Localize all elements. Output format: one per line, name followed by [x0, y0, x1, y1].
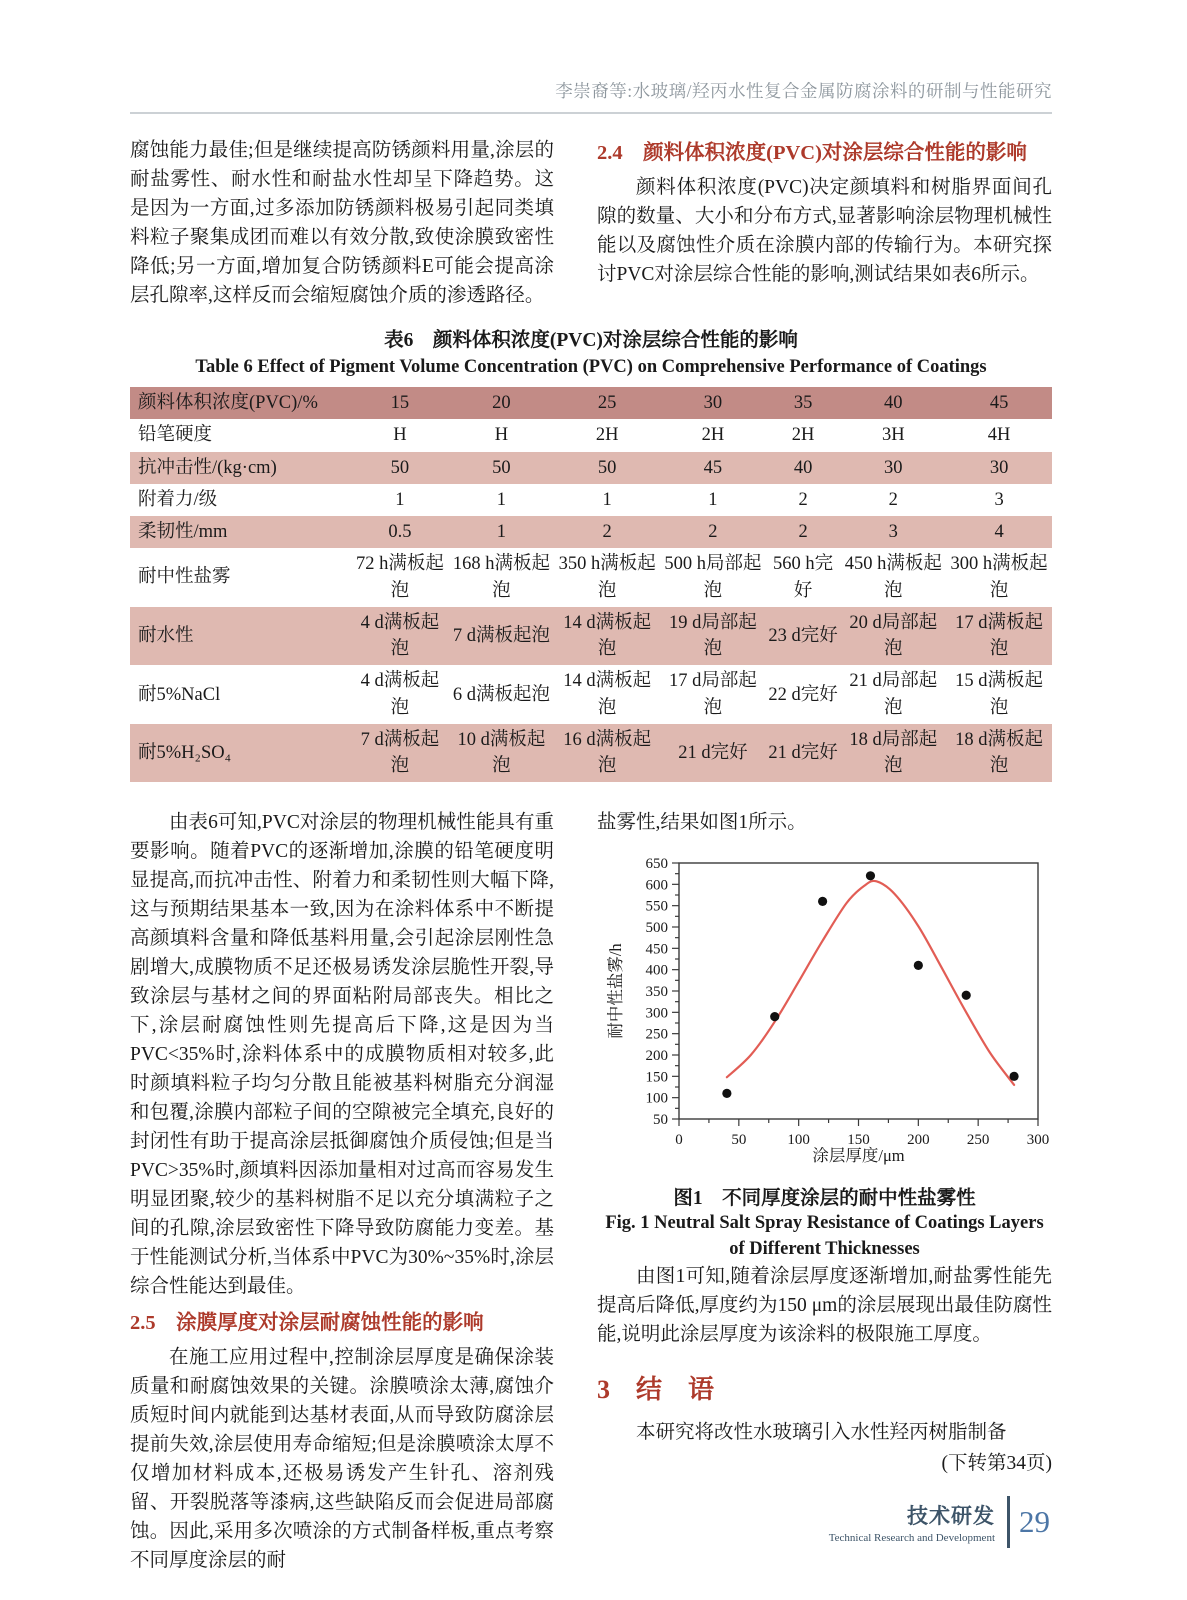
data-cell: 14 d满板起泡 [563, 612, 652, 660]
svg-text:600: 600 [645, 877, 668, 894]
data-cell: 1 [602, 489, 612, 510]
data-cell: 45 [703, 457, 723, 478]
svg-text:50: 50 [731, 1132, 747, 1149]
table-row [130, 419, 1052, 451]
data-cell: 500 h局部起泡 [664, 554, 762, 601]
data-cell: 1 [395, 489, 405, 510]
data-cell: 350 h满板起泡 [558, 554, 656, 601]
svg-text:200: 200 [907, 1132, 930, 1149]
svg-text:250: 250 [966, 1132, 990, 1149]
data-cell: 2 [798, 489, 808, 510]
data-cell: 16 d满板起泡 [563, 729, 652, 777]
row-label-cell: 耐中性盐雾 [138, 567, 231, 588]
data-cell: 50 [597, 457, 617, 478]
row-label-cell: 铅笔硬度 [138, 425, 213, 446]
pvc-performance-table [130, 387, 1052, 782]
data-cell: 22 d完好 [768, 684, 838, 705]
data-cell: 50 [492, 457, 511, 478]
data-cell: 1 [708, 489, 718, 510]
row-label-cell: 耐5%H₂SO₄ [138, 743, 232, 764]
data-cell: 17 d满板起泡 [955, 612, 1044, 660]
data-cell: 15 d满板起泡 [955, 671, 1044, 718]
paragraph-pvc-intro: 颜料体积浓度(PVC)决定颜填料和树脂界面间孔隙的数量、大小和分布方式,显著影响涂层物理机械性能以及腐蚀性介质在涂膜内部的传输行为。本研究探讨PVC对涂层综合性能的影响,测试结果如表6所示。 [597, 177, 1052, 285]
page-footer [829, 1496, 1050, 1548]
svg-text:300: 300 [645, 1005, 668, 1022]
table-row [130, 452, 1052, 484]
paragraph-table-discussion: 由表6可知,PVC对涂层的物理机械性能具有重要影响。随着PVC的逐渐增加,涂膜的铅笔硬度明显提高,而抗冲击性、附着力和柔韧性则大幅下降,这与预期结果基本一致,因为在涂料体系中不断提高颜填料含量和降低基料用量,会引起涂层刚性急剧增大,成膜物质不足还极易诱发涂层脆性开裂,导致涂层与基材之间的界面粘附局部丧失。相比之下,涂层耐腐蚀性则先提高后下降,这是因为当PVC<35%时,涂料体系中的成膜物质相对较多,此时颜填料粒子均匀分散且能被基料树脂充分润湿和包覆,涂膜内部粒子间的空隙被完全填充,良好的封闭性有助于提高涂层抵御腐蚀介质侵蚀;但是当PVC>35%时,颜填料因添加量相对过高而容易发生明显团聚,较少的基料树脂不足以充分填满粒子之间的孔隙,涂层致密性下降导致防腐能力变差。基于性能测试分析,当体系中PVC为30%~35%时,涂层综合性能达到最佳。 [130, 812, 554, 1298]
left-column-top [130, 136, 554, 310]
row-label-cell: 柔韧性/mm [138, 522, 228, 543]
data-cell: 17 d局部起泡 [668, 671, 757, 718]
footer-divider [1007, 1496, 1010, 1548]
data-cell: 20 [492, 393, 511, 413]
footer-section-labels [829, 1500, 995, 1544]
data-cell: 21 d完好 [678, 743, 748, 764]
svg-text:100: 100 [787, 1132, 810, 1149]
svg-text:0: 0 [675, 1132, 683, 1149]
data-cell: 30 [703, 393, 723, 413]
data-cell: 30 [884, 457, 903, 478]
paragraph-conclusion: 本研究将改性水玻璃引入水性羟丙树脂制备 [636, 1422, 1007, 1444]
data-cell: 2H [701, 425, 725, 446]
salt-spray-chart [597, 851, 1052, 1169]
top-text-row [130, 136, 1052, 310]
svg-text:500: 500 [645, 920, 668, 937]
bottom-text-row [130, 808, 1052, 1575]
data-cell: 7 d满板起泡 [360, 729, 440, 777]
data-cell: 40 [793, 457, 813, 478]
section-heading-2-5: 2.5 涂膜厚度对涂层耐腐蚀性能的影响 [130, 1312, 484, 1335]
row-label-cell: 颜料体积浓度(PVC)/% [138, 393, 318, 413]
svg-text:耐中性盐雾/h: 耐中性盐雾/h [606, 943, 625, 1040]
data-cell: 7 d满板起泡 [452, 625, 550, 646]
left-column-bottom [130, 808, 554, 1575]
svg-text:150: 150 [645, 1069, 668, 1086]
paragraph-thickness: 在施工应用过程中,控制涂层厚度是确保涂装质量和耐腐蚀效果的关键。涂膜喷涂太薄,腐蚀介质短时间内就能到达基材表面,从而导致防腐涂层提前失效,涂层使用寿命缩短;但是涂膜喷涂太厚不仅增加材料成本,还极易诱发产生针孔、溶剂残留、开裂脱落等漆病,这些缺陷反而会促进局部腐蚀。因此,采用多次喷涂的方式制备样板,重点考察不同厚度涂层的耐 [130, 1347, 554, 1572]
data-cell: 3 [888, 522, 898, 543]
figure-1 [597, 851, 1052, 1262]
data-cell: 2 [888, 489, 898, 510]
svg-text:300: 300 [1026, 1132, 1050, 1149]
figure-caption-en-line1: Fig. 1 Neutral Salt Spray Resistance of Coatings Layers [605, 1213, 1044, 1234]
svg-text:450: 450 [645, 941, 668, 958]
figure-caption-en-line2: of Different Thicknesses [729, 1239, 920, 1260]
data-cell: 560 h完好 [773, 554, 834, 601]
svg-text:涂层厚度/μm: 涂层厚度/μm [812, 1146, 905, 1166]
footer-section-en: Technical Research and Development [828, 1532, 995, 1544]
data-cell: H [393, 425, 407, 446]
data-cell: 72 h满板起泡 [355, 554, 444, 601]
data-cell: 2 [602, 522, 612, 543]
data-cell: 3H [881, 425, 905, 446]
data-cell: 1 [496, 489, 507, 510]
footer-section-cn: 技术研发 [907, 1504, 995, 1528]
paragraph-corrosion-continuation: 腐蚀能力最佳;但是继续提高防锈颜料用量,涂层的耐盐雾性、耐水性和耐盐水性却呈下降趋势。这是因为一方面,过多添加防锈颜料极易引起同类填料粒子聚集成团而难以有效分散,致使涂膜致密性降低;另一方面,增加复合防锈颜料E可能会提高涂层孔隙率,这样反而会缩短腐蚀介质的渗透路径。 [130, 140, 554, 306]
table-row [130, 607, 1052, 666]
table-row [130, 548, 1052, 607]
table-row [130, 724, 1052, 783]
svg-text:150: 150 [847, 1132, 870, 1149]
section-heading-2-4: 2.4 颜料体积浓度(PVC)对涂层综合性能的影响 [597, 142, 1027, 164]
svg-text:250: 250 [645, 1027, 668, 1044]
data-cell: 45 [989, 393, 1009, 413]
data-cell: 18 d满板起泡 [955, 729, 1044, 777]
svg-text:400: 400 [645, 963, 668, 980]
data-cell: 20 d局部起泡 [849, 612, 938, 660]
paragraph-figure-lead: 盐雾性,结果如图1所示。 [597, 812, 807, 834]
data-cell: 30 [989, 457, 1009, 478]
data-cell: 1 [496, 522, 507, 543]
data-cell: H [494, 425, 509, 446]
data-cell: 168 h满板起泡 [452, 554, 550, 601]
data-cell: 50 [390, 457, 410, 478]
data-cell: 10 d满板起泡 [457, 729, 546, 777]
data-cell: 15 [390, 393, 410, 413]
svg-text:100: 100 [645, 1091, 668, 1108]
svg-text:350: 350 [645, 984, 668, 1001]
table-row [130, 665, 1052, 724]
data-cell: 18 d局部起泡 [849, 729, 938, 777]
paragraph-figure-discussion: 由图1可知,随着涂层厚度逐渐增加,耐盐雾性能先提高后降低,厚度约为150 μm的涂层展现出最佳防腐性能,说明此涂层厚度为该涂料的极限施工厚度。 [597, 1266, 1052, 1346]
data-cell: 25 [597, 393, 617, 413]
data-cell: 21 d局部起泡 [849, 671, 938, 718]
table-row [130, 387, 1052, 419]
section-heading-3: 3 结 语 [597, 1375, 715, 1405]
svg-text:50: 50 [653, 1112, 668, 1129]
row-label-cell: 抗冲击性/(kg·cm) [138, 457, 277, 478]
data-cell: 4 d满板起泡 [360, 671, 440, 718]
continued-note: (下转第34页) [941, 1453, 1052, 1475]
data-cell: 6 d满板起泡 [452, 684, 550, 705]
table-row [130, 484, 1052, 516]
data-cell: 4 d满板起泡 [360, 612, 440, 660]
data-cell: 3 [994, 489, 1004, 510]
svg-text:200: 200 [645, 1048, 668, 1065]
table-block [130, 324, 1052, 782]
page-number: 29 [1019, 1504, 1050, 1539]
table-title-en: Table 6 Effect of Pigment Volume Concentration (PVC) on Comprehensive Performance of Coatings [195, 357, 987, 377]
data-cell: 19 d局部起泡 [668, 612, 757, 660]
data-cell: 450 h满板起泡 [844, 554, 942, 601]
data-cell: 0.5 [388, 522, 412, 543]
data-cell: 35 [793, 393, 813, 413]
row-label-cell: 耐水性 [138, 625, 194, 646]
table-row [130, 516, 1052, 548]
data-cell: 2 [708, 522, 718, 543]
right-column-top [597, 136, 1052, 310]
data-cell: 2H [595, 425, 619, 446]
data-cell: 14 d满板起泡 [563, 671, 652, 718]
data-cell: 300 h满板起泡 [950, 554, 1048, 601]
data-cell: 2 [798, 522, 808, 543]
svg-text:650: 650 [645, 856, 668, 873]
data-cell: 40 [884, 393, 903, 413]
data-cell: 2H [791, 425, 815, 446]
data-cell: 21 d完好 [768, 743, 838, 764]
row-label-cell: 耐5%NaCl [138, 684, 221, 705]
table-title-cn: 表6 颜料体积浓度(PVC)对涂层综合性能的影响 [384, 330, 798, 351]
figure-caption-cn: 图1 不同厚度涂层的耐中性盐雾性 [673, 1188, 976, 1210]
data-cell: 23 d完好 [768, 625, 838, 646]
running-header [130, 78, 1052, 114]
running-header-text: 李崇裔等:水玻璃/羟丙水性复合金属防腐涂料的研制与性能研究 [555, 81, 1052, 101]
data-cell: 4 [994, 522, 1004, 543]
data-cell: 4H [987, 425, 1011, 446]
row-label-cell: 附着力/级 [138, 489, 218, 510]
right-column-bottom [597, 808, 1052, 1575]
svg-text:550: 550 [645, 899, 668, 916]
